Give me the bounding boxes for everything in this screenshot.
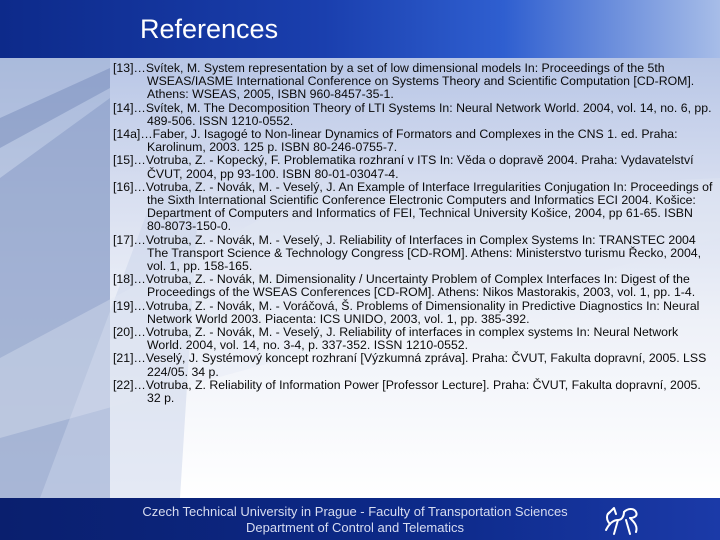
reference-text: Faber, J. Isagogé to Non-linear Dynamics of Formators and Complexes in the CNS 1. ed. Praha: Karolinum, 2003. 125 p. ISBN 80-246-0755-7. xyxy=(147,127,678,155)
slide-title: References xyxy=(140,14,279,44)
reference-text: Votruba, Z. - Novák, M. Dimensionality / Uncertainty Problem of Complex Interfaces In: Digest of the Proceedings of the WSEAS Conferences [CD-ROM]. Athens: Nikos Mastorakis, 2003, vol. 1, pp. 1-4. xyxy=(145,272,696,300)
reference-text: Veselý, J. Systémový koncept rozhraní [Výzkumná zpráva]. Praha: ČVUT, Fakulta dopravní, 2005. LSS 224/05. 34 p. xyxy=(145,351,707,379)
reference-number: [21]… xyxy=(113,351,146,366)
reference-text: Votruba, Z. - Novák, M. - Veselý, J. An Example of Interface Irregularities Conjugation In: Proceedings of the Sixth International Scientific Conference Electronic Computers and Informatics ECI 2004. Košice: Department of Computers and Informatics of FEI, Technical University Košice, 2004, pp 61-65. ISBN 80-8073-150-0. xyxy=(145,179,713,234)
reference-text: Votruba, Z. Reliability of Information Power [Professor Lecture]. Praha: ČVUT, Fakulta dopravní, 2005. 32 p. xyxy=(145,377,701,406)
reference-item xyxy=(113,234,713,274)
reference-number: [14]… xyxy=(113,100,146,115)
reference-number: [22]… xyxy=(113,377,146,392)
reference-item xyxy=(113,154,713,180)
header-bar xyxy=(0,0,720,58)
reference-number: [19]… xyxy=(113,298,146,313)
reference-text: Votruba, Z. - Novák, M. - Voráčová, Š. Problems of Dimensionality in Predictive Diagnostics In: Neural Network World 2003. Piacenta: ICS UNIDO, 2003, vol. 1, pp. 385-392. xyxy=(145,298,700,326)
reference-text: Votruba, Z. - Novák, M. - Veselý, J. Reliability of Interfaces in Complex Systems In: TRANSTEC 2004 The Transport Science & Technology Congress [CD-ROM]. Athens: Ministerstvo turismu Řecko, 2004, vol. 1, pp. 158-165. xyxy=(145,232,702,274)
reference-item xyxy=(113,352,713,378)
reference-item xyxy=(113,379,713,405)
reference-text: Votruba, Z. - Kopecký, F. Problematika rozhraní v ITS In: Věda o dopravě 2004. Praha: Vydavatelství ČVUT, 2004, pp 93-100. ISBN 80-01-03047-4. xyxy=(145,153,694,181)
reference-number: [15]… xyxy=(113,153,146,168)
reference-number: [16]… xyxy=(113,179,146,194)
university-lion-logo-icon xyxy=(600,500,644,538)
reference-number: [20]… xyxy=(113,325,146,340)
reference-item xyxy=(113,273,713,299)
reference-text: Svítek, M. System representation by a set of low dimensional models In: Proceedings of the 5th WSEAS/IASME International Conference on Systems Theory and Scientific Computation [CD-ROM]. Athens: WSEAS, 2005, ISBN 960-8457-35-1. xyxy=(145,61,695,102)
reference-number: [13]… xyxy=(113,61,146,75)
reference-item xyxy=(113,128,713,154)
reference-item xyxy=(113,102,713,128)
reference-text: Svítek, M. The Decomposition Theory of LTI Systems In: Neural Network World. 2004, vol. 14, no. 6, pp. 489-506. ISSN 1210-0552. xyxy=(145,100,712,128)
reference-item xyxy=(113,62,713,102)
footer-university: Czech Technical University in Prague - Faculty of Transportation Sciences xyxy=(142,504,568,519)
reference-number: [17]… xyxy=(113,232,146,247)
reference-item xyxy=(113,300,713,326)
reference-item xyxy=(113,326,713,352)
reference-text: Votruba, Z. - Novák, M. - Veselý, J. Reliability of interfaces in complex systems In: Neural Network World. 2004, vol. 14, no. 3-4, p. 337-352. ISSN 1210-0552. xyxy=(145,325,679,353)
reference-number: [14a]… xyxy=(113,127,153,142)
reference-item xyxy=(113,181,713,234)
footer-department: Department of Control and Telematics xyxy=(246,520,464,535)
reference-number: [18]… xyxy=(113,272,146,287)
reference-list xyxy=(113,62,713,405)
